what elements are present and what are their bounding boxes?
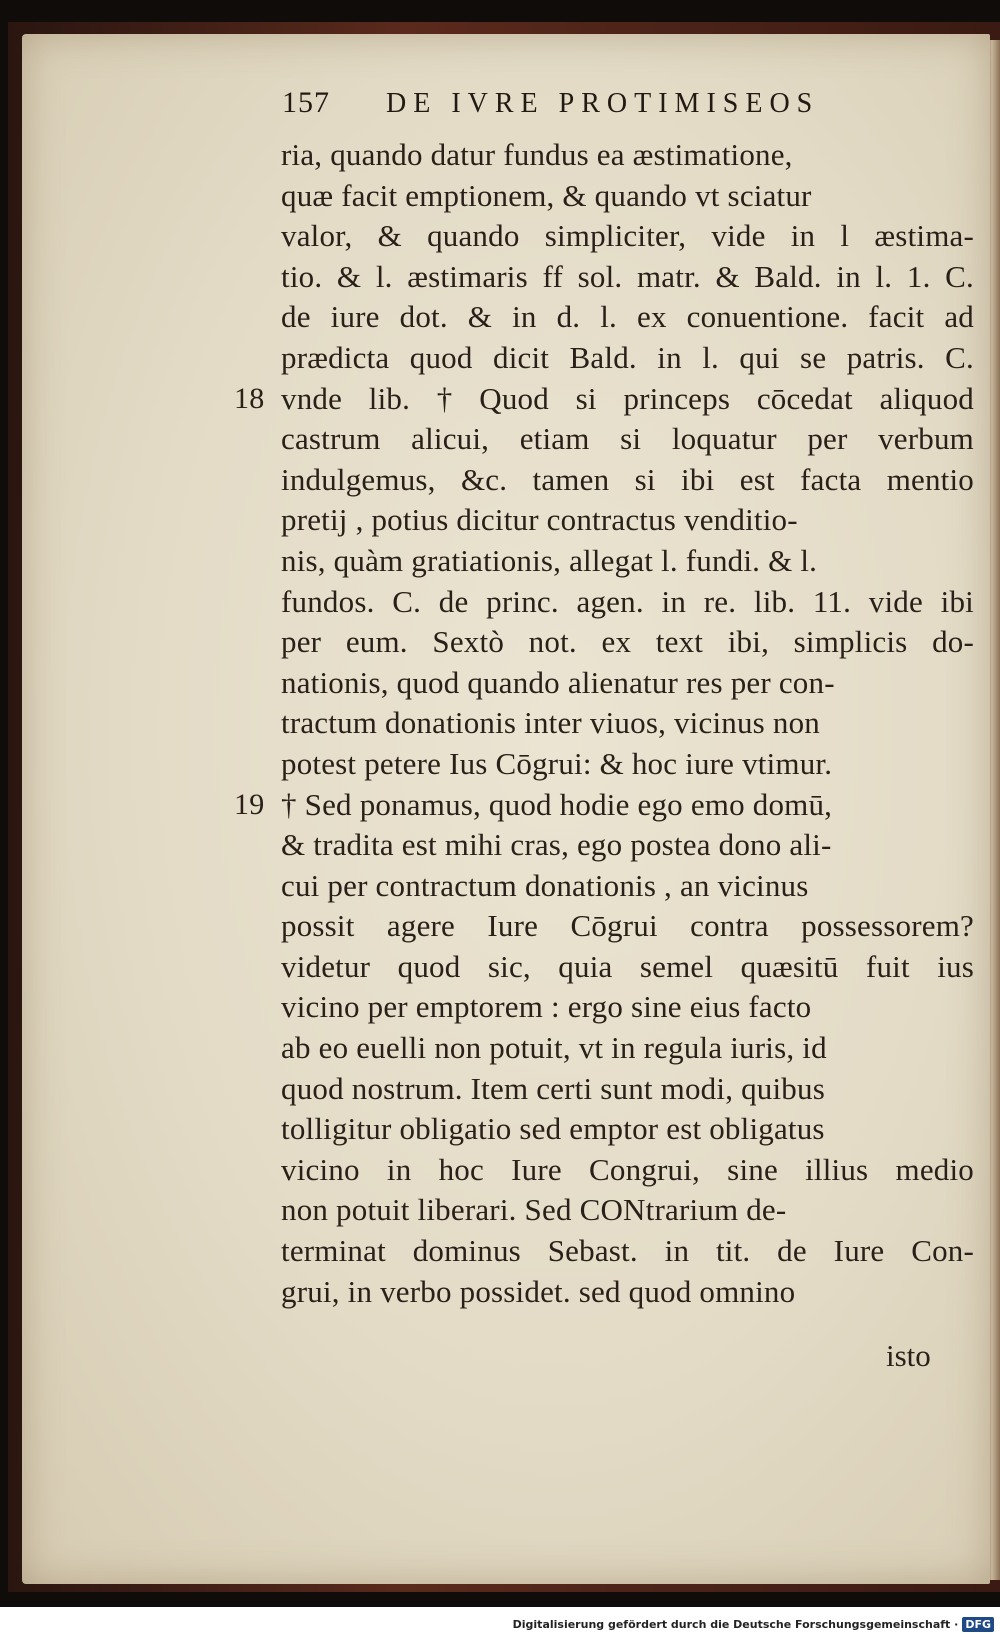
text-line — [234, 176, 974, 217]
line-text: grui, in verbo possidet. sed quod omnino — [281, 1273, 796, 1309]
line-text: ab eo euelli non potuit, vt in regula iuris, id — [281, 1030, 827, 1066]
folio-number: 157 — [282, 86, 330, 119]
funding-credit: Digitalisierung gefördert durch die Deutsche Forschungsgemeinschaft · — [512, 1617, 959, 1631]
page-header — [282, 86, 902, 126]
line-text: fundos. C. de princ. agen. in re. lib. 11. vide ibi — [281, 583, 974, 619]
line-text: non potuit liberari. Sed CONtrarium de- — [281, 1192, 787, 1228]
line-text: per eum. Sextò not. ex text ibi, simplicis do- — [281, 624, 974, 660]
text-line — [234, 947, 974, 988]
text-line — [234, 135, 974, 176]
text-line — [234, 419, 974, 460]
text-line — [234, 379, 974, 420]
line-text: possit agere Iure Cōgrui contra possessorem? — [281, 908, 974, 944]
text-line — [234, 785, 974, 826]
text-line — [234, 541, 974, 582]
text-line — [234, 906, 974, 947]
line-text: potest petere Ius Cōgrui: & hoc iure vtimur. — [281, 745, 833, 781]
line-text: tio. & l. æstimaris ff sol. matr. & Bald. in l. 1. C. — [281, 258, 974, 294]
text-line — [234, 1109, 974, 1150]
catchword: isto — [886, 1338, 931, 1373]
text-line — [234, 338, 974, 379]
text-line — [234, 825, 974, 866]
text-line — [234, 1231, 974, 1272]
line-text: indulgemus, &c. tamen si ibi est facta mentio — [281, 461, 974, 497]
line-text: cui per contractum donationis , an vicinus — [281, 867, 809, 903]
text-line — [234, 297, 974, 338]
marginal-number: 19 — [234, 787, 265, 821]
text-line — [234, 582, 974, 623]
line-text: videtur quod sic, quia semel quæsitū fuit ius — [281, 948, 974, 984]
line-text: quæ facit emptionem, & quando vt sciatur — [281, 177, 812, 213]
line-text: † Sed ponamus, quod hodie ego emo domū, — [281, 786, 833, 822]
text-block — [234, 135, 974, 1312]
line-text: de iure dot. & in d. l. ex conuentione. facit ad — [281, 299, 974, 335]
text-line — [234, 987, 974, 1028]
line-text: ria, quando datur fundus ea æstimatione, — [281, 137, 793, 172]
line-text: & tradita est mihi cras, ego postea dono ali- — [281, 827, 832, 863]
dfg-logo-icon: DFG — [962, 1617, 994, 1632]
text-line — [234, 1150, 974, 1191]
line-text: terminat dominus Sebast. in tit. de Iure Con- — [281, 1233, 974, 1269]
text-line — [234, 1190, 974, 1231]
text-line — [234, 1272, 974, 1313]
line-text: vicino per emptorem : ergo sine eius facto — [281, 989, 812, 1025]
text-line — [234, 622, 974, 663]
line-text: tolligitur obligatio sed emptor est obligatus — [281, 1111, 825, 1147]
line-text: vicino in hoc Iure Congrui, sine illius medio — [281, 1151, 974, 1187]
line-text: valor, & quando simpliciter, vide in l æstima- — [281, 218, 974, 254]
footer-bar — [0, 1607, 1000, 1641]
text-line — [234, 703, 974, 744]
marginal-number: 18 — [234, 381, 265, 415]
line-text: vnde lib. † Quod si princeps cōcedat aliquod — [281, 380, 974, 416]
line-text: nis, quàm gratiationis, allegat l. fundi. & l. — [281, 542, 818, 578]
text-line — [234, 744, 974, 785]
line-text: castrum alicui, etiam si loquatur per verbum — [281, 421, 974, 457]
text-line — [234, 663, 974, 704]
line-text: prædicta quod dicit Bald. in l. qui se patris. C. — [281, 339, 974, 375]
line-text: quod nostrum. Item certi sunt modi, quibus — [281, 1070, 825, 1106]
line-text: nationis, quod quando alienatur res per con- — [281, 664, 835, 700]
text-line — [234, 216, 974, 257]
text-line — [234, 257, 974, 298]
text-line — [234, 866, 974, 907]
text-line — [234, 1069, 974, 1110]
text-line — [234, 1028, 974, 1069]
running-title: DE IVRE PROTIMISEOS — [386, 88, 820, 119]
line-text: pretij , potius dicitur contractus venditio- — [281, 502, 798, 538]
text-line — [234, 460, 974, 501]
line-text: tractum donationis inter viuos, vicinus non — [281, 705, 820, 741]
text-line — [234, 500, 974, 541]
